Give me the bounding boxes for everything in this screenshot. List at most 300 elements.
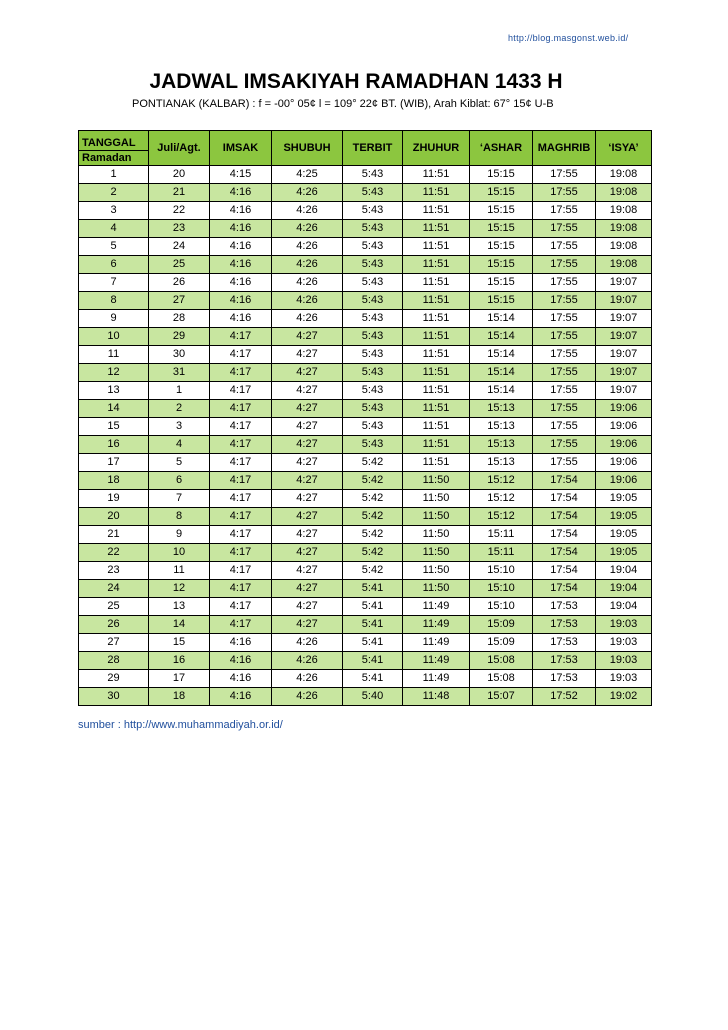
cell-maghrib: 17:55 — [533, 274, 596, 292]
cell-imsak: 4:16 — [210, 310, 272, 328]
cell-imsak: 4:17 — [210, 544, 272, 562]
cell-terbit: 5:42 — [343, 562, 403, 580]
table-row — [79, 256, 652, 274]
cell-date: 4 — [149, 436, 210, 454]
cell-zhuhur: 11:51 — [403, 256, 470, 274]
table-row — [79, 490, 652, 508]
cell-ramadan-day: 8 — [79, 292, 149, 310]
cell-terbit: 5:42 — [343, 490, 403, 508]
cell-date: 26 — [149, 274, 210, 292]
cell-ashar: 15:12 — [470, 508, 533, 526]
cell-shubuh: 4:26 — [272, 274, 343, 292]
cell-shubuh: 4:27 — [272, 346, 343, 364]
cell-imsak: 4:17 — [210, 436, 272, 454]
cell-terbit: 5:43 — [343, 166, 403, 184]
cell-ramadan-day: 29 — [79, 670, 149, 688]
cell-ramadan-day: 4 — [79, 220, 149, 238]
cell-ramadan-day: 20 — [79, 508, 149, 526]
cell-ashar: 15:15 — [470, 274, 533, 292]
cell-isya: 19:04 — [596, 598, 652, 616]
header-ashar: ‘ASHAR — [470, 131, 533, 166]
cell-isya: 19:08 — [596, 220, 652, 238]
cell-zhuhur: 11:51 — [403, 346, 470, 364]
cell-isya: 19:06 — [596, 454, 652, 472]
header-imsak: IMSAK — [210, 131, 272, 166]
cell-zhuhur: 11:51 — [403, 184, 470, 202]
table-row — [79, 580, 652, 598]
table-row — [79, 346, 652, 364]
table-row — [79, 598, 652, 616]
cell-zhuhur: 11:51 — [403, 382, 470, 400]
cell-ashar: 15:10 — [470, 562, 533, 580]
cell-zhuhur: 11:50 — [403, 472, 470, 490]
cell-terbit: 5:43 — [343, 256, 403, 274]
cell-zhuhur: 11:49 — [403, 598, 470, 616]
table-row — [79, 544, 652, 562]
cell-ashar: 15:15 — [470, 202, 533, 220]
cell-date: 22 — [149, 202, 210, 220]
header-tanggal: TANGGAL — [79, 131, 149, 151]
cell-date: 13 — [149, 598, 210, 616]
cell-isya: 19:06 — [596, 400, 652, 418]
cell-shubuh: 4:27 — [272, 400, 343, 418]
cell-terbit: 5:41 — [343, 580, 403, 598]
cell-imsak: 4:17 — [210, 580, 272, 598]
cell-terbit: 5:41 — [343, 616, 403, 634]
cell-maghrib: 17:53 — [533, 670, 596, 688]
cell-maghrib: 17:55 — [533, 202, 596, 220]
cell-ramadan-day: 13 — [79, 382, 149, 400]
cell-maghrib: 17:54 — [533, 526, 596, 544]
cell-shubuh: 4:25 — [272, 166, 343, 184]
cell-shubuh: 4:26 — [272, 202, 343, 220]
cell-ramadan-day: 30 — [79, 688, 149, 706]
cell-zhuhur: 11:50 — [403, 544, 470, 562]
cell-isya: 19:03 — [596, 670, 652, 688]
cell-ashar: 15:15 — [470, 184, 533, 202]
cell-zhuhur: 11:51 — [403, 274, 470, 292]
cell-ramadan-day: 16 — [79, 436, 149, 454]
cell-imsak: 4:16 — [210, 670, 272, 688]
cell-zhuhur: 11:50 — [403, 526, 470, 544]
cell-maghrib: 17:54 — [533, 562, 596, 580]
cell-ashar: 15:14 — [470, 346, 533, 364]
cell-date: 23 — [149, 220, 210, 238]
cell-shubuh: 4:26 — [272, 652, 343, 670]
cell-zhuhur: 11:51 — [403, 454, 470, 472]
cell-shubuh: 4:26 — [272, 292, 343, 310]
cell-terbit: 5:42 — [343, 472, 403, 490]
page-title: JADWAL IMSAKIYAH RAMADHAN 1433 H — [149, 70, 563, 93]
table-row — [79, 382, 652, 400]
cell-isya: 19:08 — [596, 256, 652, 274]
cell-isya: 19:08 — [596, 184, 652, 202]
cell-shubuh: 4:27 — [272, 526, 343, 544]
cell-maghrib: 17:55 — [533, 346, 596, 364]
cell-ramadan-day: 19 — [79, 490, 149, 508]
cell-date: 7 — [149, 490, 210, 508]
cell-imsak: 4:16 — [210, 652, 272, 670]
cell-imsak: 4:17 — [210, 598, 272, 616]
cell-maghrib: 17:55 — [533, 418, 596, 436]
cell-imsak: 4:16 — [210, 256, 272, 274]
cell-shubuh: 4:27 — [272, 490, 343, 508]
cell-maghrib: 17:55 — [533, 256, 596, 274]
table-row — [79, 670, 652, 688]
cell-imsak: 4:17 — [210, 364, 272, 382]
cell-ramadan-day: 23 — [79, 562, 149, 580]
cell-shubuh: 4:27 — [272, 472, 343, 490]
cell-terbit: 5:42 — [343, 454, 403, 472]
cell-imsak: 4:17 — [210, 382, 272, 400]
cell-date: 5 — [149, 454, 210, 472]
cell-ashar: 15:13 — [470, 400, 533, 418]
cell-ramadan-day: 3 — [79, 202, 149, 220]
cell-isya: 19:08 — [596, 166, 652, 184]
cell-ashar: 15:14 — [470, 364, 533, 382]
cell-maghrib: 17:53 — [533, 598, 596, 616]
cell-zhuhur: 11:51 — [403, 328, 470, 346]
cell-zhuhur: 11:51 — [403, 202, 470, 220]
location-subtitle: PONTIANAK (KALBAR) : f = -00° 05¢ l = 109° 22¢ BT. (WIB), Arah Kiblat: 67° 15¢ U-B — [132, 98, 554, 110]
cell-isya: 19:05 — [596, 544, 652, 562]
cell-imsak: 4:17 — [210, 454, 272, 472]
cell-maghrib: 17:55 — [533, 364, 596, 382]
cell-zhuhur: 11:51 — [403, 292, 470, 310]
cell-terbit: 5:43 — [343, 310, 403, 328]
cell-maghrib: 17:55 — [533, 238, 596, 256]
cell-isya: 19:07 — [596, 310, 652, 328]
cell-imsak: 4:16 — [210, 634, 272, 652]
cell-ramadan-day: 26 — [79, 616, 149, 634]
cell-isya: 19:05 — [596, 490, 652, 508]
table-row — [79, 508, 652, 526]
cell-isya: 19:06 — [596, 472, 652, 490]
cell-ramadan-day: 10 — [79, 328, 149, 346]
cell-isya: 19:06 — [596, 418, 652, 436]
cell-date: 28 — [149, 310, 210, 328]
cell-terbit: 5:42 — [343, 544, 403, 562]
cell-isya: 19:05 — [596, 526, 652, 544]
cell-terbit: 5:41 — [343, 652, 403, 670]
cell-terbit: 5:42 — [343, 526, 403, 544]
cell-ramadan-day: 15 — [79, 418, 149, 436]
cell-ashar: 15:07 — [470, 688, 533, 706]
cell-ashar: 15:09 — [470, 616, 533, 634]
table-row — [79, 310, 652, 328]
cell-terbit: 5:43 — [343, 238, 403, 256]
cell-maghrib: 17:55 — [533, 292, 596, 310]
cell-date: 11 — [149, 562, 210, 580]
cell-ramadan-day: 24 — [79, 580, 149, 598]
cell-maghrib: 17:55 — [533, 382, 596, 400]
cell-zhuhur: 11:48 — [403, 688, 470, 706]
cell-zhuhur: 11:51 — [403, 238, 470, 256]
table-row — [79, 454, 652, 472]
table-row — [79, 400, 652, 418]
header-zhuhur: ZHUHUR — [403, 131, 470, 166]
cell-maghrib: 17:55 — [533, 436, 596, 454]
header-ramadan: Ramadan — [79, 151, 149, 166]
header-isya: ‘ISYA’ — [596, 131, 652, 166]
cell-zhuhur: 11:50 — [403, 562, 470, 580]
cell-zhuhur: 11:51 — [403, 166, 470, 184]
table-row — [79, 274, 652, 292]
cell-zhuhur: 11:49 — [403, 652, 470, 670]
cell-shubuh: 4:27 — [272, 364, 343, 382]
cell-isya: 19:07 — [596, 382, 652, 400]
cell-isya: 19:06 — [596, 436, 652, 454]
cell-shubuh: 4:27 — [272, 580, 343, 598]
cell-date: 17 — [149, 670, 210, 688]
cell-maghrib: 17:55 — [533, 220, 596, 238]
cell-ramadan-day: 14 — [79, 400, 149, 418]
cell-terbit: 5:41 — [343, 634, 403, 652]
cell-ramadan-day: 27 — [79, 634, 149, 652]
cell-ramadan-day: 25 — [79, 598, 149, 616]
cell-isya: 19:07 — [596, 328, 652, 346]
cell-terbit: 5:43 — [343, 220, 403, 238]
cell-isya: 19:05 — [596, 508, 652, 526]
table-row — [79, 364, 652, 382]
cell-shubuh: 4:27 — [272, 562, 343, 580]
table-row — [79, 328, 652, 346]
table-row — [79, 184, 652, 202]
cell-ramadan-day: 5 — [79, 238, 149, 256]
cell-date: 25 — [149, 256, 210, 274]
cell-ashar: 15:09 — [470, 634, 533, 652]
cell-maghrib: 17:54 — [533, 472, 596, 490]
cell-date: 29 — [149, 328, 210, 346]
cell-shubuh: 4:26 — [272, 634, 343, 652]
cell-terbit: 5:43 — [343, 202, 403, 220]
cell-maghrib: 17:53 — [533, 652, 596, 670]
table-row — [79, 562, 652, 580]
cell-maghrib: 17:55 — [533, 184, 596, 202]
cell-isya: 19:04 — [596, 562, 652, 580]
cell-ashar: 15:10 — [470, 598, 533, 616]
cell-ramadan-day: 1 — [79, 166, 149, 184]
table-row — [79, 238, 652, 256]
cell-imsak: 4:16 — [210, 274, 272, 292]
cell-date: 27 — [149, 292, 210, 310]
cell-ashar: 15:08 — [470, 670, 533, 688]
cell-maghrib: 17:52 — [533, 688, 596, 706]
cell-shubuh: 4:27 — [272, 544, 343, 562]
cell-shubuh: 4:27 — [272, 598, 343, 616]
cell-isya: 19:07 — [596, 274, 652, 292]
cell-date: 10 — [149, 544, 210, 562]
table-row — [79, 220, 652, 238]
cell-date: 16 — [149, 652, 210, 670]
cell-shubuh: 4:26 — [272, 256, 343, 274]
cell-date: 1 — [149, 382, 210, 400]
cell-terbit: 5:43 — [343, 328, 403, 346]
cell-zhuhur: 11:49 — [403, 670, 470, 688]
cell-isya: 19:08 — [596, 238, 652, 256]
cell-maghrib: 17:53 — [533, 634, 596, 652]
cell-isya: 19:07 — [596, 292, 652, 310]
cell-terbit: 5:43 — [343, 382, 403, 400]
cell-date: 14 — [149, 616, 210, 634]
cell-ashar: 15:14 — [470, 310, 533, 328]
cell-ramadan-day: 12 — [79, 364, 149, 382]
cell-ramadan-day: 7 — [79, 274, 149, 292]
cell-terbit: 5:43 — [343, 436, 403, 454]
cell-ramadan-day: 2 — [79, 184, 149, 202]
cell-shubuh: 4:27 — [272, 454, 343, 472]
table-row — [79, 634, 652, 652]
cell-ashar: 15:08 — [470, 652, 533, 670]
cell-maghrib: 17:55 — [533, 328, 596, 346]
cell-date: 3 — [149, 418, 210, 436]
cell-terbit: 5:40 — [343, 688, 403, 706]
cell-imsak: 4:17 — [210, 400, 272, 418]
cell-imsak: 4:17 — [210, 472, 272, 490]
cell-date: 31 — [149, 364, 210, 382]
cell-imsak: 4:17 — [210, 346, 272, 364]
cell-imsak: 4:15 — [210, 166, 272, 184]
cell-shubuh: 4:26 — [272, 310, 343, 328]
cell-terbit: 5:43 — [343, 400, 403, 418]
cell-date: 12 — [149, 580, 210, 598]
cell-ashar: 15:10 — [470, 580, 533, 598]
cell-zhuhur: 11:49 — [403, 634, 470, 652]
cell-ramadan-day: 9 — [79, 310, 149, 328]
cell-terbit: 5:43 — [343, 184, 403, 202]
cell-zhuhur: 11:49 — [403, 616, 470, 634]
cell-isya: 19:03 — [596, 634, 652, 652]
cell-isya: 19:03 — [596, 616, 652, 634]
cell-zhuhur: 11:51 — [403, 310, 470, 328]
cell-ashar: 15:11 — [470, 544, 533, 562]
cell-isya: 19:02 — [596, 688, 652, 706]
cell-shubuh: 4:27 — [272, 418, 343, 436]
cell-shubuh: 4:26 — [272, 238, 343, 256]
cell-imsak: 4:16 — [210, 184, 272, 202]
cell-zhuhur: 11:50 — [403, 508, 470, 526]
table-row — [79, 688, 652, 706]
cell-maghrib: 17:54 — [533, 490, 596, 508]
cell-ashar: 15:14 — [470, 328, 533, 346]
cell-terbit: 5:42 — [343, 508, 403, 526]
cell-imsak: 4:17 — [210, 616, 272, 634]
cell-ramadan-day: 28 — [79, 652, 149, 670]
cell-date: 20 — [149, 166, 210, 184]
cell-zhuhur: 11:50 — [403, 490, 470, 508]
cell-ramadan-day: 17 — [79, 454, 149, 472]
cell-shubuh: 4:27 — [272, 328, 343, 346]
cell-isya: 19:03 — [596, 652, 652, 670]
header-date: Juli/Agt. — [149, 131, 210, 166]
cell-imsak: 4:16 — [210, 292, 272, 310]
source-footer[interactable]: sumber : http://www.muhammadiyah.or.id/ — [78, 719, 283, 731]
cell-imsak: 4:16 — [210, 202, 272, 220]
table-row — [79, 418, 652, 436]
cell-ashar: 15:12 — [470, 472, 533, 490]
cell-ashar: 15:15 — [470, 220, 533, 238]
cell-isya: 19:07 — [596, 364, 652, 382]
table-row — [79, 616, 652, 634]
cell-shubuh: 4:27 — [272, 436, 343, 454]
cell-shubuh: 4:26 — [272, 220, 343, 238]
cell-date: 2 — [149, 400, 210, 418]
cell-date: 30 — [149, 346, 210, 364]
cell-imsak: 4:17 — [210, 526, 272, 544]
cell-maghrib: 17:55 — [533, 400, 596, 418]
cell-ashar: 15:15 — [470, 256, 533, 274]
cell-zhuhur: 11:51 — [403, 220, 470, 238]
cell-zhuhur: 11:51 — [403, 436, 470, 454]
cell-terbit: 5:41 — [343, 598, 403, 616]
cell-ramadan-day: 11 — [79, 346, 149, 364]
cell-ashar: 15:15 — [470, 166, 533, 184]
cell-zhuhur: 11:50 — [403, 580, 470, 598]
cell-maghrib: 17:55 — [533, 454, 596, 472]
table-row — [79, 202, 652, 220]
cell-zhuhur: 11:51 — [403, 418, 470, 436]
cell-maghrib: 17:55 — [533, 310, 596, 328]
cell-imsak: 4:16 — [210, 238, 272, 256]
cell-imsak: 4:17 — [210, 328, 272, 346]
cell-zhuhur: 11:51 — [403, 400, 470, 418]
cell-isya: 19:04 — [596, 580, 652, 598]
cell-ramadan-day: 6 — [79, 256, 149, 274]
cell-shubuh: 4:26 — [272, 688, 343, 706]
cell-maghrib: 17:54 — [533, 508, 596, 526]
cell-ashar: 15:13 — [470, 436, 533, 454]
cell-shubuh: 4:27 — [272, 508, 343, 526]
cell-ashar: 15:11 — [470, 526, 533, 544]
cell-date: 24 — [149, 238, 210, 256]
cell-date: 21 — [149, 184, 210, 202]
cell-terbit: 5:43 — [343, 292, 403, 310]
cell-imsak: 4:17 — [210, 418, 272, 436]
cell-shubuh: 4:26 — [272, 670, 343, 688]
header-terbit: TERBIT — [343, 131, 403, 166]
cell-imsak: 4:17 — [210, 508, 272, 526]
cell-ashar: 15:12 — [470, 490, 533, 508]
cell-ashar: 15:13 — [470, 454, 533, 472]
cell-date: 18 — [149, 688, 210, 706]
cell-terbit: 5:43 — [343, 274, 403, 292]
header-shubuh: SHUBUH — [272, 131, 343, 166]
table-row — [79, 652, 652, 670]
cell-maghrib: 17:53 — [533, 616, 596, 634]
cell-terbit: 5:43 — [343, 364, 403, 382]
cell-ashar: 15:15 — [470, 292, 533, 310]
cell-date: 9 — [149, 526, 210, 544]
source-url-link[interactable]: http://blog.masgonst.web.id/ — [508, 33, 629, 43]
cell-imsak: 4:16 — [210, 220, 272, 238]
table-row — [79, 166, 652, 184]
header-maghrib: MAGHRIB — [533, 131, 596, 166]
cell-maghrib: 17:55 — [533, 166, 596, 184]
cell-isya: 19:08 — [596, 202, 652, 220]
table-row — [79, 292, 652, 310]
cell-ramadan-day: 21 — [79, 526, 149, 544]
cell-imsak: 4:17 — [210, 562, 272, 580]
cell-imsak: 4:17 — [210, 490, 272, 508]
cell-shubuh: 4:27 — [272, 382, 343, 400]
cell-maghrib: 17:54 — [533, 580, 596, 598]
cell-shubuh: 4:27 — [272, 616, 343, 634]
cell-date: 6 — [149, 472, 210, 490]
cell-ashar: 15:15 — [470, 238, 533, 256]
cell-maghrib: 17:54 — [533, 544, 596, 562]
cell-terbit: 5:41 — [343, 670, 403, 688]
cell-date: 15 — [149, 634, 210, 652]
